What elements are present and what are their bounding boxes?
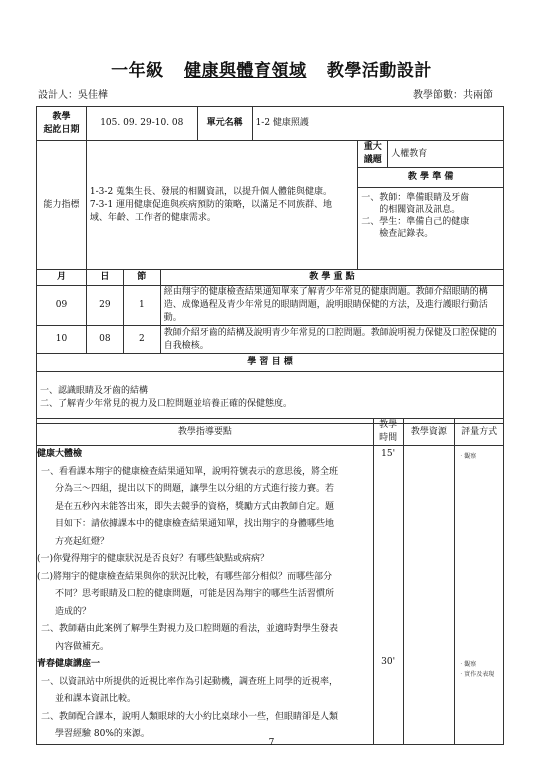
guide-line: 方亮起紅燈？ (55, 536, 110, 547)
guide-line: 並和課本資訊比較。 (55, 694, 137, 704)
objectives-label: 學 習 目 標 (37, 354, 504, 372)
date-label-line2: 起訖日期 (43, 124, 80, 135)
time-1: 15' (381, 449, 396, 459)
guide-line: 學習經驗 80%的來源。 (55, 729, 150, 739)
row2-focus-line1: 教師介紹牙齒的結構及說明青少年常見的口腔問題。教師說明視力保健及口腔保健的 (163, 327, 497, 338)
major-issue-value: 人權教育 (388, 141, 504, 168)
objective-1: 一、認識眼睛及牙齒的結構 (40, 385, 149, 396)
prep-line-2: 的相關資訊及訊息。 (361, 205, 461, 215)
activity-design-title: 教學活動設計 (326, 61, 432, 81)
row1-focus (160, 286, 503, 326)
row2-focus-line2: 自我檢核。 (163, 340, 209, 351)
row2-period: 2 (123, 326, 160, 354)
row1-focus-line1: 經由翔宇的健康檢查結果通知單來了解青少年常見的健康問題。教師介紹眼睛的構 (163, 287, 488, 297)
periods-value: 共兩節 (463, 90, 493, 101)
time-column (373, 446, 403, 745)
assessment-column (455, 446, 504, 745)
ability-line-2: 7-3-1 運用健康促進與疾病預防的策略，以滿足不同族群、地 (89, 199, 333, 210)
row2-day: 08 (86, 326, 123, 354)
grade-title: 一年級 (111, 61, 164, 81)
time-header-line1: 教學 (379, 420, 398, 430)
prep-line-4: 檢查記錄表。 (361, 229, 434, 239)
guide-line: 一、看看課本翔宇的健康檢查結果通知單，說明符號表示的意思後，將全班 (41, 466, 339, 477)
guide-line: 不同？思考眼睛及口腔的健康問題，可能是因為翔宇的哪些生活習慣所 (55, 589, 335, 599)
resources-header: 教學資源 (403, 419, 455, 446)
row1-focus-line2: 造、成像過程及青少年常見的眼睛問題，說明眼睛保健的方法，及進行護眼行動活動。 (163, 300, 488, 323)
guide-line: (二)將翔宇的健康檢查結果與你的狀況比較，有哪些部分相似？而哪些部分 (37, 571, 333, 582)
date-label-cell (37, 107, 87, 141)
major-issue-label: 重大議題 (358, 141, 388, 168)
assessment-header: 評量方式 (455, 419, 504, 446)
assess-2b: ‧實作及表現 (458, 671, 495, 678)
prep-line-1: 一、教師：準備眼睛及牙齒 (361, 193, 470, 203)
periods-label: 教學節數： (413, 90, 463, 101)
guide-line: 一、以資訊站中所提供的近視比率作為引起動機，調查班上同學的近視率， (41, 676, 339, 687)
time-2: 30' (381, 657, 396, 667)
month-header: 月 (37, 270, 87, 286)
section-heading: 青春健康講座一 (37, 659, 101, 669)
guide-line: 分為三～四組，提出以下的問題，讓學生以分組的方式進行接力賽。若 (55, 484, 335, 494)
designer-name: 吳佳樺 (78, 90, 108, 101)
guide-line: 二、教師配合課本，說明人類眼球的大小約比桌球小一些，但眼睛卻是人類 (41, 711, 339, 722)
info-table (36, 106, 504, 424)
unit-label: 單元名稱 (197, 107, 252, 141)
date-value: 105. 09. 29-10. 08 (86, 107, 197, 141)
focus-header: 教 學 重 點 (160, 270, 503, 286)
designer-line (38, 86, 108, 101)
guide-line: 造成的？ (55, 606, 92, 617)
row2-month: 10 (37, 326, 87, 354)
time-header (373, 419, 403, 446)
row1-day: 29 (86, 286, 123, 326)
document-title (0, 56, 543, 81)
section-heading: 健康大體檢 (37, 449, 83, 459)
guide-line: 二、教師藉由此案例了解學生對視力及口腔問題的看法，並適時對學生發表 (41, 624, 339, 634)
points-header: 教學指導要點 (37, 419, 374, 446)
objectives-content (37, 372, 504, 424)
guide-line: (一)你覺得翔宇的健康狀況是否良好？有哪些缺點或病病？ (37, 554, 270, 564)
ability-label: 能力指標 (37, 141, 87, 270)
assess-1: ‧觀察 (458, 453, 477, 460)
prep-label: 教 學 準 備 (358, 168, 504, 188)
guide-table (36, 418, 504, 745)
prep-line-3: 二、學生：準備自己的健康 (361, 217, 470, 227)
assess-2a: ‧觀察 (458, 661, 477, 668)
guide-line: 是在五秒內未能答出來，即失去競爭的資格，獎勵方式由教師自定。題 (55, 501, 335, 512)
subject-title: 健康與體育領域 (184, 61, 307, 81)
prep-content (358, 188, 504, 270)
unit-value: 1-2 健康照護 (252, 107, 503, 141)
periods-line (413, 86, 493, 101)
ability-indicators (86, 141, 357, 270)
guide-points (37, 446, 374, 745)
guide-line: 內容做補充。 (55, 641, 110, 652)
guide-line: 目如下：請依據課本中的健康檢查結果通知單，找出翔宇的身體哪些地 (55, 519, 335, 529)
designer-label: 設計人： (38, 90, 78, 101)
row1-month: 09 (37, 286, 87, 326)
day-header: 日 (86, 270, 123, 286)
row2-focus (160, 326, 503, 354)
period-header: 節 (123, 270, 160, 286)
row1-period: 1 (123, 286, 160, 326)
page-number: 7 (268, 738, 275, 748)
date-label-line1: 教學 (52, 111, 71, 122)
objective-2: 二、了解青少年常見的視力及口腔問題並培養正確的保健態度。 (40, 398, 293, 409)
time-header-line2: 時間 (379, 433, 398, 443)
ability-line-3: 域、年齡、工作者的健康需求。 (89, 212, 216, 223)
resources-column (403, 446, 455, 745)
ability-line-1: 1-3-2 蒐集生長、發展的相關資訊，以提升個人體能與健康。 (89, 186, 333, 197)
